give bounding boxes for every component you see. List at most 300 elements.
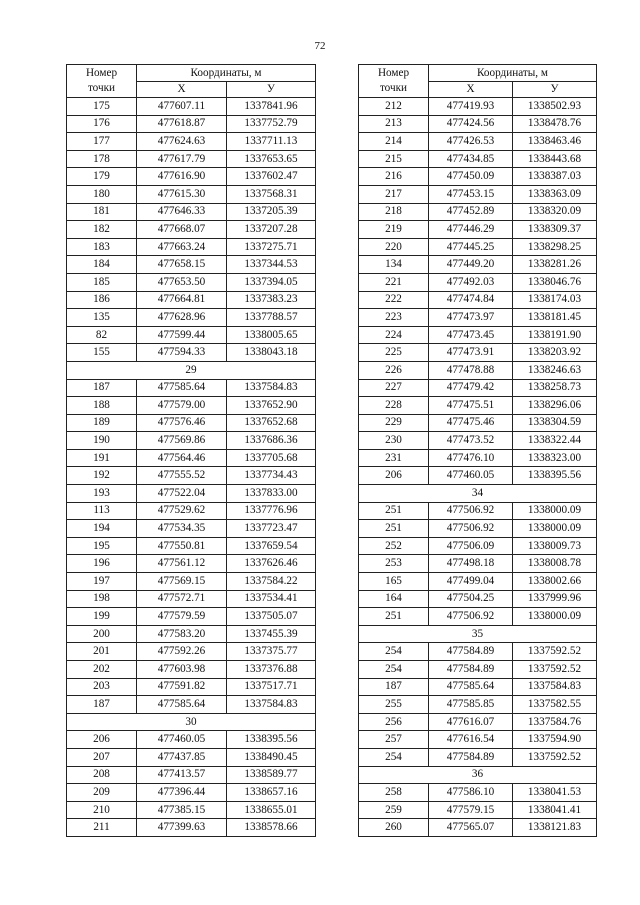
y-coordinate-cell: 1338490.45 xyxy=(227,748,316,766)
point-number-cell: 180 xyxy=(67,185,137,203)
y-coordinate-cell: 1338323.00 xyxy=(513,449,597,467)
y-coordinate-cell: 1337999.96 xyxy=(513,590,597,608)
coordinates-header: Координаты, м xyxy=(137,65,316,82)
y-coordinate-cell: 1337833.00 xyxy=(227,485,316,503)
point-number-cell: 186 xyxy=(67,291,137,309)
point-number-header xyxy=(67,65,137,98)
y-coordinate-cell: 1338000.09 xyxy=(513,520,597,538)
point-number-cell: 195 xyxy=(67,537,137,555)
point-number-cell: 202 xyxy=(67,661,137,679)
point-number-cell: 252 xyxy=(359,537,429,555)
y-coordinate-cell: 1337734.43 xyxy=(227,467,316,485)
y-header: У xyxy=(513,82,597,98)
y-coordinate-cell: 1338009.73 xyxy=(513,537,597,555)
y-coordinate-cell: 1337517.71 xyxy=(227,678,316,696)
table-row xyxy=(67,573,316,591)
x-coordinate-cell: 477426.53 xyxy=(429,133,513,151)
y-coordinate-cell: 1338000.09 xyxy=(513,608,597,626)
y-coordinate-cell: 1337652.90 xyxy=(227,397,316,415)
x-coordinate-cell: 477534.35 xyxy=(137,520,227,538)
table-row xyxy=(359,326,597,344)
y-coordinate-cell: 1338395.56 xyxy=(227,731,316,749)
point-number-cell: 215 xyxy=(359,150,429,168)
table-row xyxy=(67,168,316,186)
point-number-cell: 257 xyxy=(359,731,429,749)
point-number-cell: 188 xyxy=(67,397,137,415)
y-coordinate-cell: 1337584.76 xyxy=(513,713,597,731)
point-number-cell: 228 xyxy=(359,397,429,415)
section-row xyxy=(359,625,597,643)
x-coordinate-cell: 477475.46 xyxy=(429,414,513,432)
point-number-cell: 258 xyxy=(359,784,429,802)
x-coordinate-cell: 477419.93 xyxy=(429,98,513,116)
x-coordinate-cell: 477506.92 xyxy=(429,520,513,538)
point-number-cell: 176 xyxy=(67,115,137,133)
x-coordinate-cell: 477579.59 xyxy=(137,608,227,626)
y-coordinate-cell: 1337568.31 xyxy=(227,185,316,203)
table-row xyxy=(359,819,597,837)
table-row xyxy=(67,115,316,133)
x-coordinate-cell: 477628.96 xyxy=(137,309,227,327)
y-coordinate-cell: 1337594.90 xyxy=(513,731,597,749)
table-row xyxy=(359,678,597,696)
y-coordinate-cell: 1337752.79 xyxy=(227,115,316,133)
y-coordinate-cell: 1338578.66 xyxy=(227,819,316,837)
point-number-cell: 222 xyxy=(359,291,429,309)
table-row xyxy=(67,397,316,415)
table-row xyxy=(67,502,316,520)
table-row xyxy=(359,661,597,679)
x-coordinate-cell: 477460.05 xyxy=(137,731,227,749)
x-coordinate-cell: 477592.26 xyxy=(137,643,227,661)
y-header: У xyxy=(227,82,316,98)
x-coordinate-cell: 477584.89 xyxy=(429,643,513,661)
x-coordinate-cell: 477616.07 xyxy=(429,713,513,731)
x-coordinate-cell: 477583.20 xyxy=(137,625,227,643)
table-row xyxy=(359,573,597,591)
point-number-cell: 224 xyxy=(359,326,429,344)
point-number-cell: 198 xyxy=(67,590,137,608)
x-coordinate-cell: 477453.15 xyxy=(429,185,513,203)
y-coordinate-cell: 1338304.59 xyxy=(513,414,597,432)
table-row xyxy=(359,273,597,291)
y-coordinate-cell: 1338296.06 xyxy=(513,397,597,415)
y-coordinate-cell: 1337584.22 xyxy=(227,573,316,591)
table-row xyxy=(67,678,316,696)
x-coordinate-cell: 477664.81 xyxy=(137,291,227,309)
table-row xyxy=(359,150,597,168)
point-number-cell: 218 xyxy=(359,203,429,221)
point-number-header-line1: Номер xyxy=(85,67,118,79)
x-coordinate-cell: 477506.92 xyxy=(429,502,513,520)
x-coordinate-cell: 477618.87 xyxy=(137,115,227,133)
table-row xyxy=(359,608,597,626)
table-row xyxy=(359,115,597,133)
y-coordinate-cell: 1337653.65 xyxy=(227,150,316,168)
point-number-cell: 179 xyxy=(67,168,137,186)
y-coordinate-cell: 1337582.55 xyxy=(513,696,597,714)
table-row xyxy=(359,203,597,221)
point-number-cell: 259 xyxy=(359,801,429,819)
y-coordinate-cell: 1338203.92 xyxy=(513,344,597,362)
section-number: 36 xyxy=(359,766,597,784)
section-row xyxy=(67,361,316,379)
table-row xyxy=(359,801,597,819)
table-row xyxy=(359,98,597,116)
point-number-cell: 256 xyxy=(359,713,429,731)
y-coordinate-cell: 1337344.53 xyxy=(227,256,316,274)
y-coordinate-cell: 1337602.47 xyxy=(227,168,316,186)
x-coordinate-cell: 477550.81 xyxy=(137,537,227,555)
point-number-cell: 134 xyxy=(359,256,429,274)
point-number-cell: 214 xyxy=(359,133,429,151)
x-coordinate-cell: 477584.89 xyxy=(429,748,513,766)
y-coordinate-cell: 1337383.23 xyxy=(227,291,316,309)
y-coordinate-cell: 1338041.41 xyxy=(513,801,597,819)
table-row xyxy=(67,643,316,661)
x-coordinate-cell: 477668.07 xyxy=(137,221,227,239)
y-coordinate-cell: 1338000.09 xyxy=(513,502,597,520)
section-number: 30 xyxy=(67,713,316,731)
y-coordinate-cell: 1337376.88 xyxy=(227,661,316,679)
x-coordinate-cell: 477576.46 xyxy=(137,414,227,432)
y-coordinate-cell: 1338657.16 xyxy=(227,784,316,802)
point-number-cell: 213 xyxy=(359,115,429,133)
y-coordinate-cell: 1337505.07 xyxy=(227,608,316,626)
x-coordinate-cell: 477492.03 xyxy=(429,273,513,291)
table-row xyxy=(359,361,597,379)
point-number-cell: 193 xyxy=(67,485,137,503)
point-number-header-line1: Номер xyxy=(377,67,410,79)
table-row xyxy=(359,397,597,415)
y-coordinate-cell: 1337455.39 xyxy=(227,625,316,643)
table-row xyxy=(67,625,316,643)
y-coordinate-cell: 1337659.54 xyxy=(227,537,316,555)
point-number-cell: 197 xyxy=(67,573,137,591)
point-number-cell: 192 xyxy=(67,467,137,485)
y-coordinate-cell: 1338002.66 xyxy=(513,573,597,591)
y-coordinate-cell: 1338478.76 xyxy=(513,115,597,133)
section-row xyxy=(67,713,316,731)
table-row xyxy=(67,555,316,573)
x-coordinate-cell: 477506.09 xyxy=(429,537,513,555)
y-coordinate-cell: 1338463.46 xyxy=(513,133,597,151)
x-coordinate-cell: 477586.10 xyxy=(429,784,513,802)
table-row xyxy=(67,326,316,344)
point-number-cell: 211 xyxy=(67,819,137,837)
x-coordinate-cell: 477452.89 xyxy=(429,203,513,221)
x-coordinate-cell: 477646.33 xyxy=(137,203,227,221)
y-coordinate-cell: 1338008.78 xyxy=(513,555,597,573)
section-row xyxy=(359,766,597,784)
table-row xyxy=(67,414,316,432)
point-number-cell: 201 xyxy=(67,643,137,661)
point-number-cell: 217 xyxy=(359,185,429,203)
section-number: 34 xyxy=(359,485,597,503)
table-row xyxy=(359,449,597,467)
x-coordinate-cell: 477460.05 xyxy=(429,467,513,485)
x-coordinate-cell: 477599.44 xyxy=(137,326,227,344)
y-coordinate-cell: 1337592.52 xyxy=(513,748,597,766)
x-coordinate-cell: 477616.90 xyxy=(137,168,227,186)
table-row xyxy=(359,467,597,485)
table-row xyxy=(67,291,316,309)
point-number-cell: 181 xyxy=(67,203,137,221)
table-row xyxy=(359,748,597,766)
y-coordinate-cell: 1337584.83 xyxy=(227,696,316,714)
y-coordinate-cell: 1338309.37 xyxy=(513,221,597,239)
point-number-cell: 254 xyxy=(359,661,429,679)
y-coordinate-cell: 1337841.96 xyxy=(227,98,316,116)
x-coordinate-cell: 477424.56 xyxy=(429,115,513,133)
table-row xyxy=(359,731,597,749)
x-coordinate-cell: 477585.64 xyxy=(137,379,227,397)
point-number-cell: 113 xyxy=(67,502,137,520)
point-number-cell: 206 xyxy=(67,731,137,749)
x-header: X xyxy=(137,82,227,98)
y-coordinate-cell: 1337723.47 xyxy=(227,520,316,538)
y-coordinate-cell: 1337711.13 xyxy=(227,133,316,151)
point-number-cell: 183 xyxy=(67,238,137,256)
x-coordinate-cell: 477615.30 xyxy=(137,185,227,203)
y-coordinate-cell: 1338655.01 xyxy=(227,801,316,819)
y-coordinate-cell: 1338181.45 xyxy=(513,309,597,327)
y-coordinate-cell: 1338191.90 xyxy=(513,326,597,344)
table-row xyxy=(359,133,597,151)
point-number-cell: 209 xyxy=(67,784,137,802)
table-row xyxy=(67,98,316,116)
point-number-cell: 191 xyxy=(67,449,137,467)
table-row xyxy=(359,414,597,432)
table-row xyxy=(359,379,597,397)
table-row xyxy=(67,467,316,485)
x-coordinate-cell: 477658.15 xyxy=(137,256,227,274)
point-number-cell: 184 xyxy=(67,256,137,274)
point-number-cell: 196 xyxy=(67,555,137,573)
y-coordinate-cell: 1338298.25 xyxy=(513,238,597,256)
point-number-cell: 206 xyxy=(359,467,429,485)
point-number-cell: 185 xyxy=(67,273,137,291)
x-coordinate-cell: 477579.00 xyxy=(137,397,227,415)
y-coordinate-cell: 1337592.52 xyxy=(513,661,597,679)
x-coordinate-cell: 477473.45 xyxy=(429,326,513,344)
point-number-cell: 212 xyxy=(359,98,429,116)
x-coordinate-cell: 477478.88 xyxy=(429,361,513,379)
x-coordinate-cell: 477579.15 xyxy=(429,801,513,819)
y-coordinate-cell: 1337788.57 xyxy=(227,309,316,327)
table-row xyxy=(359,185,597,203)
x-coordinate-cell: 477616.54 xyxy=(429,731,513,749)
y-coordinate-cell: 1337592.52 xyxy=(513,643,597,661)
x-coordinate-cell: 477385.15 xyxy=(137,801,227,819)
table-row xyxy=(67,661,316,679)
point-number-cell: 254 xyxy=(359,643,429,661)
x-coordinate-cell: 477413.57 xyxy=(137,766,227,784)
table-row xyxy=(67,238,316,256)
table-row xyxy=(67,696,316,714)
table-row xyxy=(359,432,597,450)
point-number-cell: 210 xyxy=(67,801,137,819)
y-coordinate-cell: 1338258.73 xyxy=(513,379,597,397)
x-coordinate-cell: 477569.15 xyxy=(137,573,227,591)
point-number-cell: 194 xyxy=(67,520,137,538)
y-coordinate-cell: 1338041.53 xyxy=(513,784,597,802)
y-coordinate-cell: 1338502.93 xyxy=(513,98,597,116)
table-row xyxy=(359,555,597,573)
table-row xyxy=(67,748,316,766)
table-row xyxy=(359,344,597,362)
y-coordinate-cell: 1338589.77 xyxy=(227,766,316,784)
table-row xyxy=(67,203,316,221)
y-coordinate-cell: 1337584.83 xyxy=(227,379,316,397)
x-coordinate-cell: 477624.63 xyxy=(137,133,227,151)
point-number-cell: 175 xyxy=(67,98,137,116)
x-coordinate-cell: 477479.42 xyxy=(429,379,513,397)
y-coordinate-cell: 1338395.56 xyxy=(513,467,597,485)
y-coordinate-cell: 1338121.83 xyxy=(513,819,597,837)
x-coordinate-cell: 477555.52 xyxy=(137,467,227,485)
y-coordinate-cell: 1338043.18 xyxy=(227,344,316,362)
y-coordinate-cell: 1338174.03 xyxy=(513,291,597,309)
table-row xyxy=(359,643,597,661)
point-number-cell: 231 xyxy=(359,449,429,467)
point-number-cell: 260 xyxy=(359,819,429,837)
y-coordinate-cell: 1337776.96 xyxy=(227,502,316,520)
x-coordinate-cell: 477396.44 xyxy=(137,784,227,802)
point-number-cell: 135 xyxy=(67,309,137,327)
x-coordinate-cell: 477603.98 xyxy=(137,661,227,679)
point-number-cell: 251 xyxy=(359,608,429,626)
section-number: 35 xyxy=(359,625,597,643)
y-coordinate-cell: 1337584.83 xyxy=(513,678,597,696)
point-number-cell: 199 xyxy=(67,608,137,626)
x-coordinate-cell: 477473.97 xyxy=(429,309,513,327)
point-number-cell: 254 xyxy=(359,748,429,766)
x-coordinate-cell: 477506.92 xyxy=(429,608,513,626)
x-coordinate-cell: 477569.86 xyxy=(137,432,227,450)
coordinates-table-right xyxy=(358,64,597,837)
y-coordinate-cell: 1338387.03 xyxy=(513,168,597,186)
y-coordinate-cell: 1338320.09 xyxy=(513,203,597,221)
table-row xyxy=(359,537,597,555)
x-coordinate-cell: 477585.85 xyxy=(429,696,513,714)
x-coordinate-cell: 477585.64 xyxy=(137,696,227,714)
section-number: 29 xyxy=(67,361,316,379)
x-coordinate-cell: 477529.62 xyxy=(137,502,227,520)
coordinates-header: Координаты, м xyxy=(429,65,597,82)
page-number: 72 xyxy=(314,40,326,52)
y-coordinate-cell: 1337705.68 xyxy=(227,449,316,467)
y-coordinate-cell: 1338443.68 xyxy=(513,150,597,168)
point-number-cell: 178 xyxy=(67,150,137,168)
point-number-cell: 253 xyxy=(359,555,429,573)
point-number-cell: 165 xyxy=(359,573,429,591)
y-coordinate-cell: 1338005.65 xyxy=(227,326,316,344)
point-number-cell: 227 xyxy=(359,379,429,397)
table-row xyxy=(67,485,316,503)
y-coordinate-cell: 1338246.63 xyxy=(513,361,597,379)
table-row xyxy=(67,221,316,239)
table-row xyxy=(67,185,316,203)
table-row xyxy=(67,801,316,819)
table-row xyxy=(67,344,316,362)
x-coordinate-cell: 477522.04 xyxy=(137,485,227,503)
x-coordinate-cell: 477663.24 xyxy=(137,238,227,256)
x-coordinate-cell: 477437.85 xyxy=(137,748,227,766)
table-row xyxy=(359,520,597,538)
point-number-cell: 223 xyxy=(359,309,429,327)
x-coordinate-cell: 477474.84 xyxy=(429,291,513,309)
point-number-cell: 189 xyxy=(67,414,137,432)
x-coordinate-cell: 477594.33 xyxy=(137,344,227,362)
y-coordinate-cell: 1337205.39 xyxy=(227,203,316,221)
x-coordinate-cell: 477449.20 xyxy=(429,256,513,274)
x-coordinate-cell: 477473.91 xyxy=(429,344,513,362)
x-coordinate-cell: 477561.12 xyxy=(137,555,227,573)
y-coordinate-cell: 1338322.44 xyxy=(513,432,597,450)
y-coordinate-cell: 1337626.46 xyxy=(227,555,316,573)
y-coordinate-cell: 1338281.26 xyxy=(513,256,597,274)
point-number-cell: 187 xyxy=(67,696,137,714)
point-number-cell: 164 xyxy=(359,590,429,608)
x-coordinate-cell: 477653.50 xyxy=(137,273,227,291)
x-coordinate-cell: 477585.64 xyxy=(429,678,513,696)
x-coordinate-cell: 477584.89 xyxy=(429,661,513,679)
y-coordinate-cell: 1338363.09 xyxy=(513,185,597,203)
table-row xyxy=(359,784,597,802)
table-row xyxy=(67,273,316,291)
table-row xyxy=(67,432,316,450)
point-number-cell: 229 xyxy=(359,414,429,432)
y-coordinate-cell: 1338046.76 xyxy=(513,273,597,291)
point-number-cell: 219 xyxy=(359,221,429,239)
x-coordinate-cell: 477475.51 xyxy=(429,397,513,415)
x-coordinate-cell: 477446.29 xyxy=(429,221,513,239)
point-number-cell: 190 xyxy=(67,432,137,450)
point-number-cell: 230 xyxy=(359,432,429,450)
y-coordinate-cell: 1337375.77 xyxy=(227,643,316,661)
point-number-cell: 200 xyxy=(67,625,137,643)
table-row xyxy=(359,291,597,309)
table-row xyxy=(359,238,597,256)
table-row xyxy=(67,766,316,784)
table-row xyxy=(359,590,597,608)
point-number-header xyxy=(359,65,429,98)
coordinates-table-left xyxy=(66,64,316,837)
y-coordinate-cell: 1337534.41 xyxy=(227,590,316,608)
table-row xyxy=(67,256,316,274)
table-row xyxy=(67,309,316,327)
table-row xyxy=(359,256,597,274)
table-row xyxy=(67,150,316,168)
x-coordinate-cell: 477445.25 xyxy=(429,238,513,256)
y-coordinate-cell: 1337652.68 xyxy=(227,414,316,432)
table-row xyxy=(67,520,316,538)
table-row xyxy=(67,379,316,397)
table-row xyxy=(67,449,316,467)
x-coordinate-cell: 477473.52 xyxy=(429,432,513,450)
point-number-cell: 216 xyxy=(359,168,429,186)
x-coordinate-cell: 477565.07 xyxy=(429,819,513,837)
table-row xyxy=(359,502,597,520)
y-coordinate-cell: 1337686.36 xyxy=(227,432,316,450)
point-number-cell: 177 xyxy=(67,133,137,151)
table-row xyxy=(359,168,597,186)
x-coordinate-cell: 477617.79 xyxy=(137,150,227,168)
point-number-cell: 226 xyxy=(359,361,429,379)
point-number-cell: 182 xyxy=(67,221,137,239)
table-row xyxy=(359,696,597,714)
